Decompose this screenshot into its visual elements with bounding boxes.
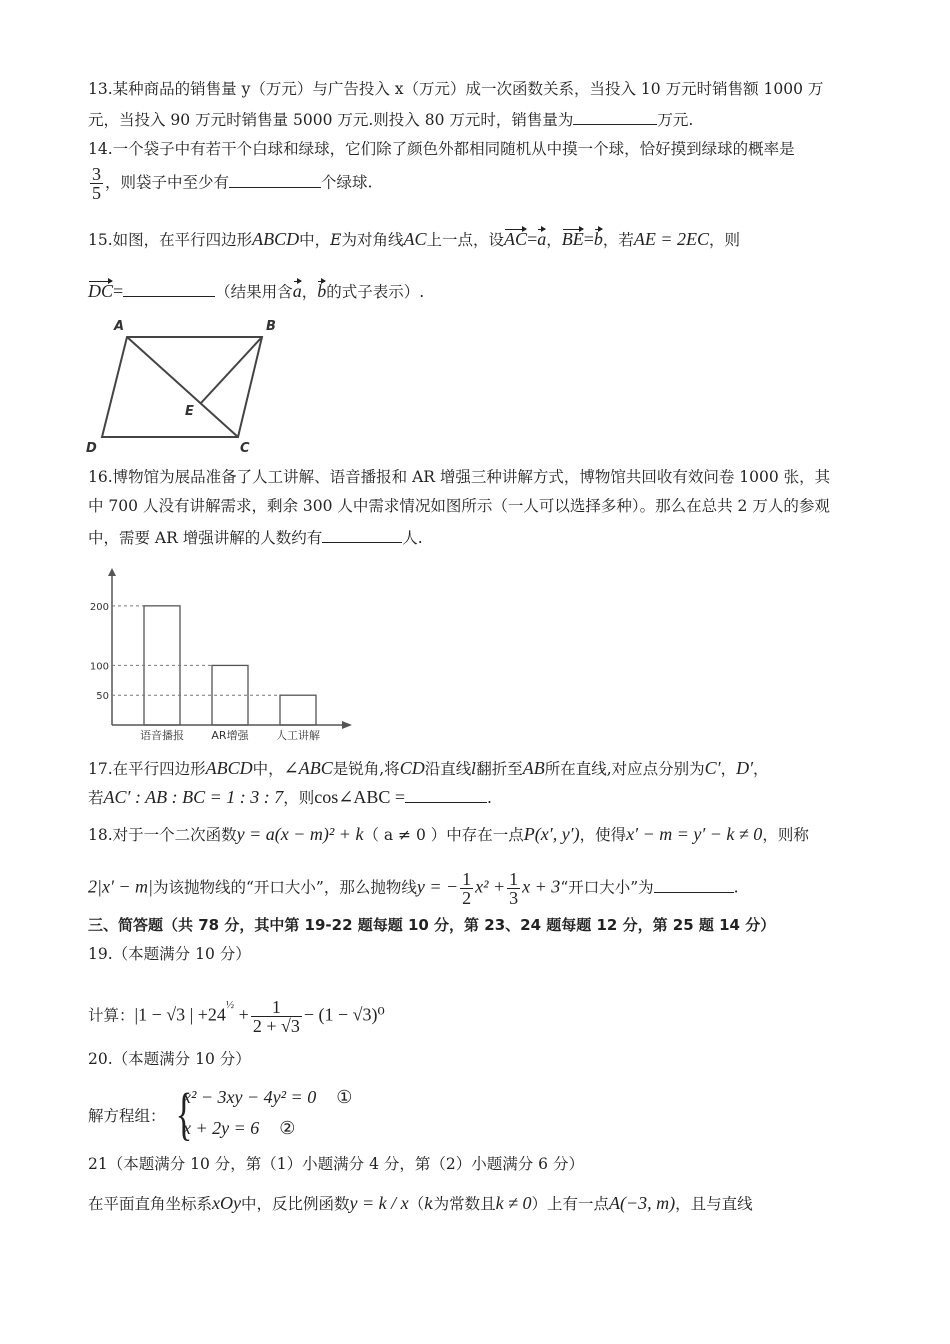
q16-line2: 中 700 人没有讲解需求，剩余 300 人中需求情况如图所示（一人可以选择多种）。那么在总共 2 万人的参观 — [88, 497, 830, 515]
vertex-e: E — [185, 404, 194, 419]
vector-ac: AC — [504, 229, 528, 249]
q16-line1: 16.博物馆为展品准备了人工讲解、语音播报和 AR 增强三种讲解方式，博物馆共回收有效问卷 1000 张，其 — [88, 468, 831, 486]
q19-head: 19.（本题满分 10 分） — [88, 945, 251, 963]
y-axis-arrow — [108, 568, 116, 576]
q18-line2: 2|x′ − m|为该抛物线的“开口大小”，那么抛物线y = − $\frac{1}{2}$ x² + $\frac{1}{3}$ x + 3“开口大小”为 . — [88, 869, 739, 908]
fraction: $\frac{1}{2}$ — [462, 869, 472, 908]
equation-1: x² − 3xy − 4y² = 0 ① — [183, 1087, 353, 1107]
q13-line2: 元，当投入 90 万元时销售量 5000 万元.则投入 80 万元时，销售量为 万元. — [88, 108, 870, 131]
vertex-a: A — [114, 319, 125, 334]
q17-line2: 若AC′ : AB : BC = 1 : 3 : 7，则cos∠ABC = . — [88, 787, 492, 807]
vector-be: BE — [561, 229, 584, 249]
y-tick-label: 50 — [96, 691, 109, 703]
q14-line1: 14.一个袋子中有若干个白球和绿球，它们除了颜色外都相同随机从中摸一个球，恰好摸到绿球的概率是 — [88, 140, 795, 158]
y-tick-label: 200 — [89, 601, 109, 613]
q14-line2: $\frac{3}{5}$ ，则袋子中至少有 个绿球. — [92, 164, 373, 203]
q18-line1: 18.对于一个二次函数y = a(x − m)² + k（ a ≠ 0 ）中存在一点P(x′, y′)，使得x′ − m = y′ − k ≠ 0，则称 — [88, 824, 809, 844]
q20-label: 解方程组： — [88, 1107, 166, 1125]
answer-blank — [405, 786, 487, 803]
vertex-b: B — [266, 319, 276, 334]
fraction: $\frac{1}{2 + √3}$ — [252, 997, 300, 1036]
equation-brace: { — [175, 1081, 193, 1146]
q19-expr: 计算：|1 − √3 | $+24^{\frac{1}{2}}$ + $\frac{1}{2 + √3}$ − (1 − √3)⁰ — [88, 997, 385, 1036]
answer-blank — [123, 280, 215, 297]
vertex-d: D — [86, 441, 97, 456]
answer-blank — [573, 108, 657, 125]
bar-chart — [80, 562, 360, 747]
category-label: 语音播报 — [140, 729, 184, 742]
fraction: $\frac{3}{5}$ — [92, 164, 101, 203]
bar — [280, 695, 316, 725]
bar — [212, 665, 248, 725]
parallelogram-figure — [80, 315, 290, 460]
answer-blank — [654, 876, 734, 893]
q15-line2: DC= （结果用含a，b的式子表示）. — [88, 281, 425, 301]
category-label: AR增强 — [211, 729, 249, 742]
y-tick-label: 100 — [89, 661, 109, 673]
q21-head: 21（本题满分 10 分，第（1）小题满分 4 分，第（2）小题满分 6 分） — [88, 1155, 584, 1173]
q13-line1: 13.某种商品的销售量 y（万元）与广告投入 x（万元）成一次函数关系，当投入 10 万元时销售额 1000 万 — [88, 80, 824, 98]
x-axis-arrow — [342, 721, 352, 729]
vertex-c: C — [240, 441, 250, 456]
vector-dc: DC — [88, 281, 114, 301]
q16-line3: 中，需要 AR 增强讲解的人数约有 人. — [88, 526, 870, 549]
q21-line1: 在平面直角坐标系xOy中，反比例函数y = k / x（k为常数且k ≠ 0）上有一点A(−3, m)，且与直线 — [88, 1193, 753, 1213]
category-label: 人工讲解 — [276, 729, 320, 742]
answer-blank — [229, 171, 321, 188]
q17-line1: 17.在平行四边形ABCD中，∠ABC是锐角,将CD沿直线l翻折至AB所在直线,对应点分别为C′，D′， — [88, 758, 769, 778]
answer-blank — [322, 526, 402, 543]
q15-line1: 15.如图，在平行四边形ABCD中，E为对角线AC上一点，设AC=a，BE=b，若AE = 2EC，则 — [88, 229, 741, 249]
equation-2: x + 2y = 6 ② — [183, 1118, 296, 1138]
section-title: 三、简答题（共 78 分，其中第 19-22 题每题 10 分，第 23、24 题每题 12 分，第 25 题 14 分） — [88, 916, 776, 934]
q20-head: 20.（本题满分 10 分） — [88, 1050, 251, 1068]
fraction: $\frac{1}{3}$ — [509, 869, 519, 908]
